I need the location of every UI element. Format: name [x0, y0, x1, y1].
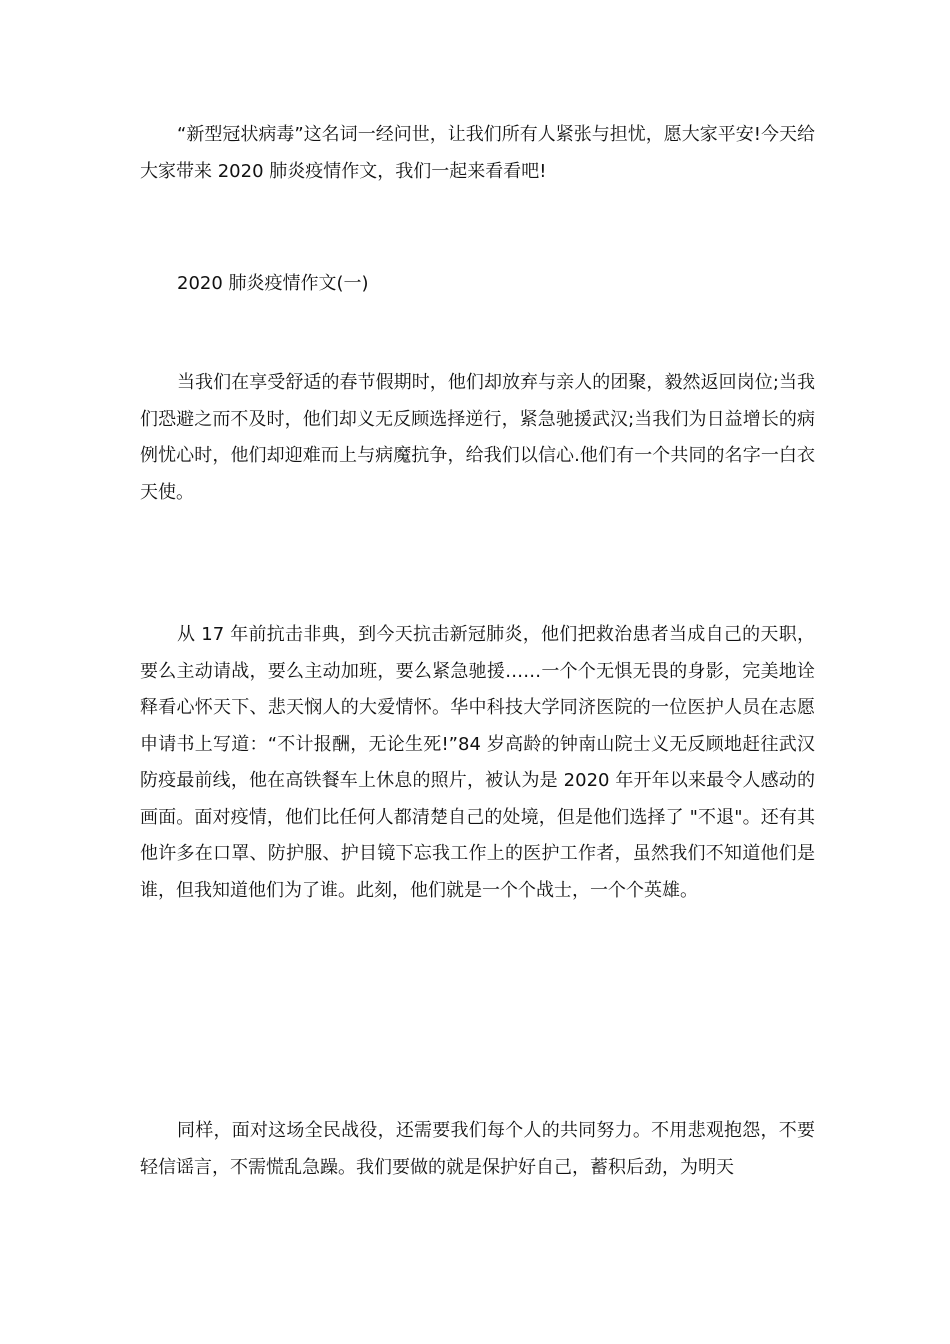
body-paragraph-1: 当我们在享受舒适的春节假期时，他们却放弃与亲人的团聚，毅然返回岗位;当我们恐避之而不及时，他们却义无反顾选择逆行，紧急驰援武汉;当我们为日益增长的病例忧心时，他们却迎难而上与病魔抗争，给我们以信心.他们有一个共同的名字一白衣天使。 — [140, 372, 815, 503]
body-paragraph-2: 从 17 年前抗击非典，到今天抗击新冠肺炎，他们把救治患者当成自己的天职，要么主动请战，要么主动加班，要么紧急驰援……一个个无惧无畏的身影，完美地诠释看心怀天下、悲天悯人的大爱情怀。华中科技大学同济医院的一位医护人员在志愿申请书上写道：“不计报酬，无论生死!”84 岁高龄的钟南山院士义无反顾地赶往武汉防疫最前线，他在高铁餐车上休息的照片，被认为是 2020 年开年以来最令人感动的画面。面对疫情，他们比任何人都清楚自己的处境，但是他们选择了 "不退"。还有其他许多在口罩、防护服、护目镜下忘我工作上的医护工作者，虽然我们不知道他们是谁，但我知道他们为了谁。此刻，他们就是一个个战士，一个个英雄。 — [140, 624, 815, 901]
essay-heading: 2020 肺炎疫情作文(一) — [177, 273, 369, 294]
body-paragraph-3: 同样，面对这场全民战役，还需要我们每个人的共同努力。不用悲观抱怨，不要轻信谣言，不需慌乱急躁。我们要做的就是保护好自己，蓄积后劲，为明天 — [140, 1120, 815, 1178]
intro-paragraph: “新型冠状病毒”这名词一经问世，让我们所有人紧张与担忧，愿大家平安!今天给大家带来 2020 肺炎疫情作文，我们一起来看看吧! — [140, 124, 815, 182]
